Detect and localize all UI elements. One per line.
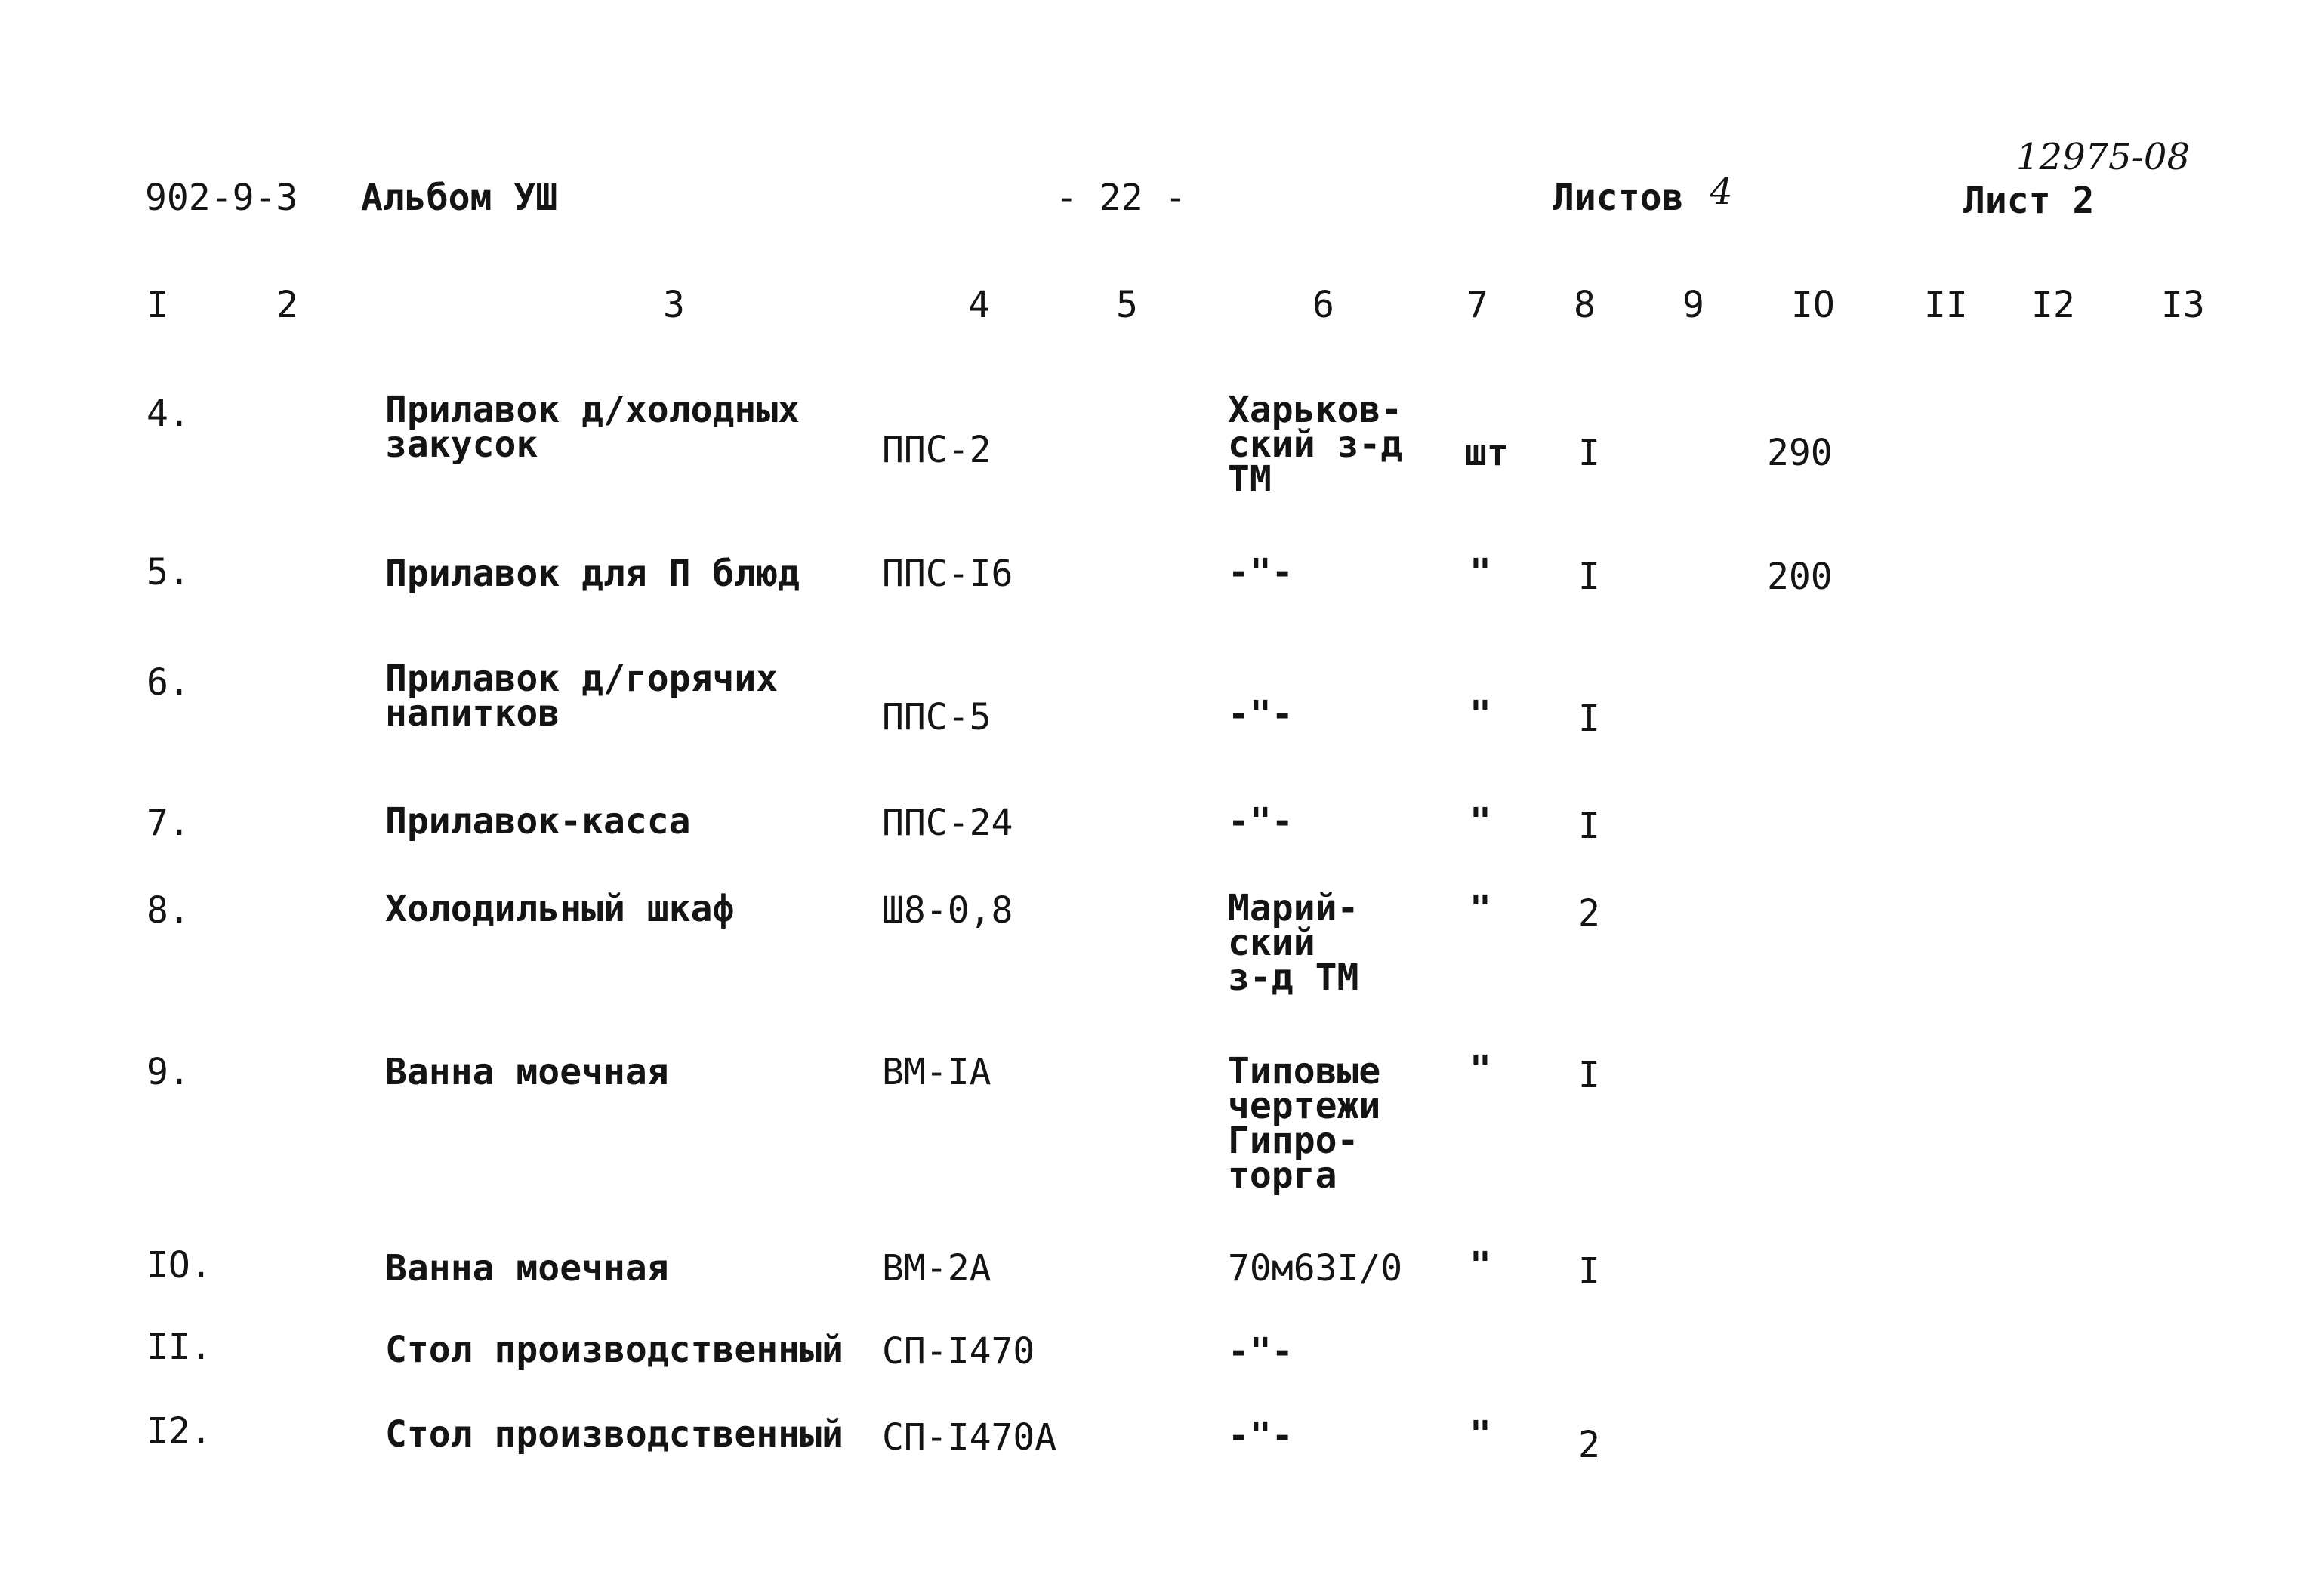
item-quantity: I — [1578, 1250, 1600, 1293]
item-unit: " — [1469, 888, 1491, 930]
item-manufacturer: Типовые чертежи Гипро- торга — [1228, 1050, 1381, 1197]
item-quantity: I — [1578, 1054, 1600, 1096]
column-number: II — [1924, 284, 1968, 326]
row-number: I2. — [146, 1410, 212, 1453]
row-number: 9. — [146, 1051, 190, 1093]
item-quantity: I — [1578, 556, 1600, 598]
item-model: ППС-24 — [882, 802, 1013, 844]
column-number: 6 — [1312, 284, 1334, 326]
item-manufacturer: -"- — [1228, 800, 1294, 843]
row-number: 6. — [146, 661, 190, 704]
sheet-number-label: Лист 2 — [1963, 180, 2095, 222]
album-label: Альбом УШ — [361, 177, 558, 219]
item-unit: " — [1469, 1048, 1491, 1090]
page-number: - 22 - — [1056, 177, 1187, 219]
column-number: 3 — [663, 284, 685, 326]
item-manufacturer: -"- — [1228, 1415, 1294, 1457]
column-number: 5 — [1116, 284, 1138, 326]
row-number: 4. — [146, 393, 190, 435]
item-model: СП-I470 — [882, 1330, 1035, 1373]
item-manufacturer: 70м63I/0 — [1228, 1247, 1403, 1289]
item-unit: " — [1469, 693, 1491, 735]
item-manufacturer: Харьков- ский з-д ТМ — [1228, 389, 1403, 501]
item-name: Ванна моечная — [385, 1051, 669, 1093]
sheets-total-count: 4 — [1710, 171, 1733, 213]
item-model: ВМ-2А — [882, 1247, 991, 1289]
column-number: IO — [1791, 284, 1835, 326]
item-model: ППС-2 — [882, 429, 991, 471]
item-name: Прилавок-касса — [385, 800, 691, 843]
item-name: Холодильный шкаф — [385, 888, 735, 930]
item-quantity: I — [1578, 805, 1600, 847]
column-number: I3 — [2161, 284, 2205, 326]
item-name: Прилавок д/холодных закусок — [385, 389, 800, 466]
item-quantity: 2 — [1578, 892, 1600, 935]
column-number: 4 — [968, 284, 990, 326]
item-unit: " — [1469, 800, 1491, 843]
item-manufacturer: -"- — [1228, 1330, 1294, 1373]
column-number: I2 — [2031, 284, 2075, 326]
item-unit: " — [1469, 1244, 1491, 1286]
item-unit: шт — [1465, 432, 1509, 474]
item-name: Ванна моечная — [385, 1247, 669, 1289]
column-number: 2 — [276, 284, 298, 326]
row-number: 5. — [146, 551, 190, 593]
item-quantity: I — [1578, 698, 1600, 740]
column-number: I — [146, 284, 168, 326]
row-number: 7. — [146, 802, 190, 844]
item-name: Стол производственный — [385, 1329, 843, 1371]
item-quantity: I — [1578, 432, 1600, 474]
item-model: ВМ-IА — [882, 1051, 991, 1093]
item-quantity: 2 — [1578, 1424, 1600, 1466]
column-number: 7 — [1466, 284, 1488, 326]
item-unit: " — [1469, 551, 1491, 593]
document-code: 902-9-3 — [145, 177, 298, 219]
item-name: Стол производственный — [385, 1413, 843, 1456]
sheets-total-label: Листов — [1553, 177, 1684, 219]
item-model: ППС-I6 — [882, 553, 1013, 595]
column-number: 9 — [1682, 284, 1704, 326]
item-model: ППС-5 — [882, 696, 991, 738]
column-number: 8 — [1574, 284, 1596, 326]
item-model: Ш8-0,8 — [882, 889, 1013, 932]
item-manufacturer: -"- — [1228, 693, 1294, 735]
item-manufacturer: -"- — [1228, 551, 1294, 593]
row-number: II. — [146, 1326, 212, 1368]
item-manufacturer: Марий- ский з-д ТМ — [1228, 887, 1359, 999]
item-unit: " — [1469, 1413, 1491, 1456]
item-col10-value: 290 — [1767, 432, 1833, 474]
item-name: Прилавок д/горячих напитков — [385, 658, 779, 735]
item-name: Прилавок для П блюд — [385, 553, 800, 595]
item-model: СП-I470А — [882, 1416, 1057, 1459]
archive-number: 12975-08 — [2016, 136, 2190, 178]
item-col10-value: 200 — [1767, 556, 1833, 598]
row-number: IO. — [146, 1244, 212, 1286]
row-number: 8. — [146, 889, 190, 932]
